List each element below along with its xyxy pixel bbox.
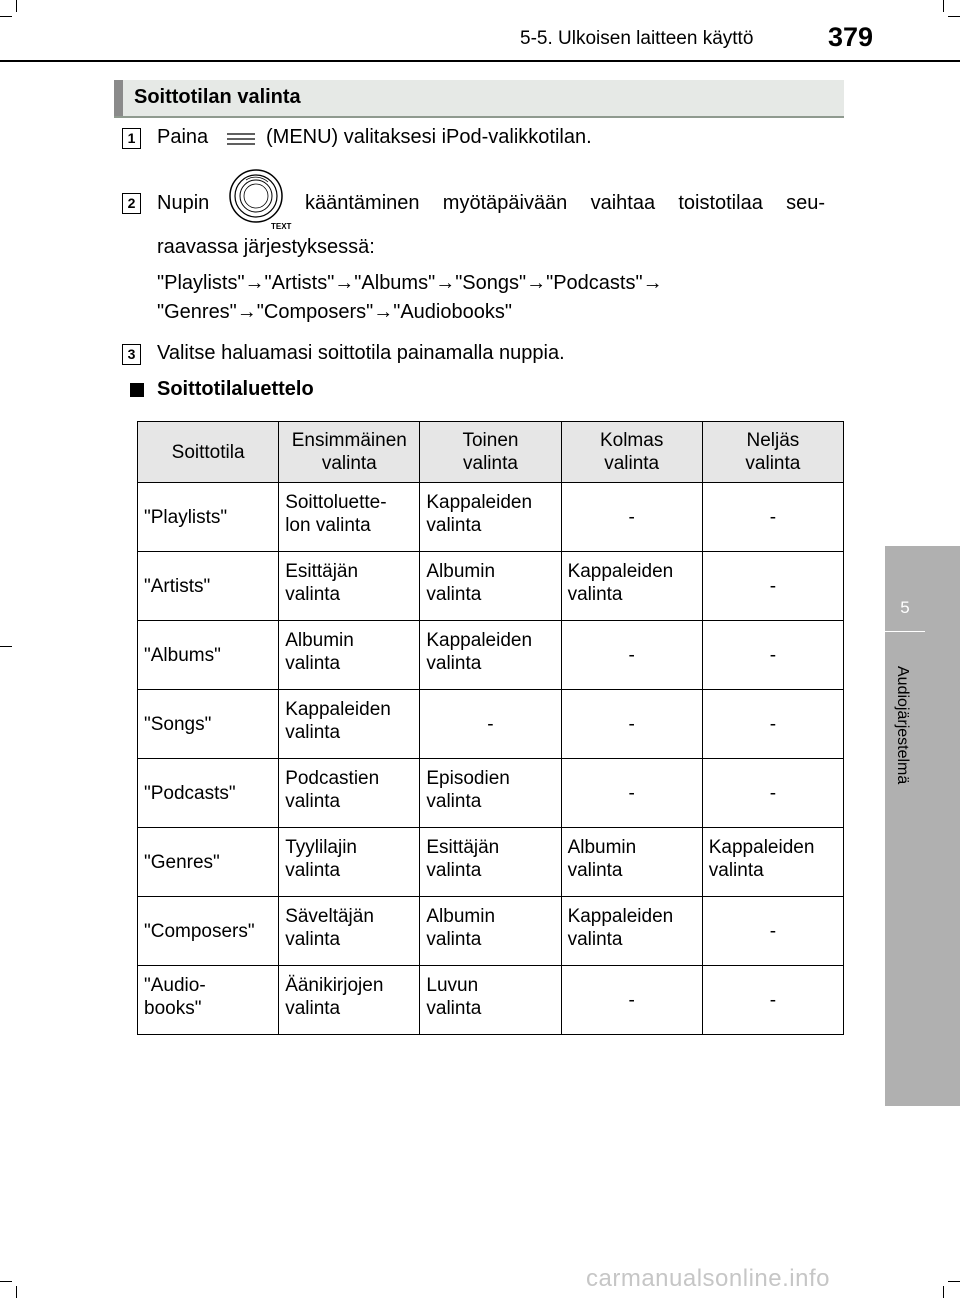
step-2-text-continued: raavassa järjestyksessä: [157, 236, 375, 258]
table-cell: Kappaleiden valinta [279, 690, 420, 759]
step-2-text-start: Nupin [157, 192, 210, 214]
crop-mark [16, 0, 17, 12]
table-row [138, 828, 844, 897]
step-3-text: Valitse haluamasi soittotila painamalla nuppia. [157, 342, 565, 364]
table-header: Soittotila [138, 422, 279, 483]
chapter-tab-divider [885, 631, 925, 632]
table-cell: Podcastien valinta [279, 759, 420, 828]
table-cell: "Genres" [138, 828, 279, 897]
table-cell: Esittäjän valinta [279, 552, 420, 621]
mode-sequence-line-1: "Playlists"→"Artists"→"Albums"→"Songs"→"Podcasts"→ [157, 272, 663, 294]
crop-mark [16, 1286, 17, 1298]
step-number-2: 2 [122, 193, 141, 214]
table-cell: "Composers" [138, 897, 279, 966]
table-cell: - [702, 966, 843, 1035]
table-cell: - [561, 621, 702, 690]
table-cell: - [702, 759, 843, 828]
table-cell: "Audio- books" [138, 966, 279, 1035]
table-cell: Luvun valinta [420, 966, 561, 1035]
table-header: Toinen valinta [420, 422, 561, 483]
crop-mark [948, 1281, 960, 1282]
table-cell: - [702, 552, 843, 621]
table-cell: "Podcasts" [138, 759, 279, 828]
table-cell: Kappaleiden valinta [702, 828, 843, 897]
section-title: 5-5. Ulkoisen laitteen käyttö [520, 28, 754, 49]
table-header: Neljäs valinta [702, 422, 843, 483]
crop-mark [943, 0, 944, 12]
knob-label: TEXT [271, 222, 292, 231]
watermark: carmanualsonline.info [586, 1265, 830, 1292]
page-number: 379 [828, 22, 874, 52]
table-row [138, 966, 844, 1035]
table-header: Ensimmäinen valinta [279, 422, 420, 483]
table-cell: - [561, 690, 702, 759]
heading-accent [114, 80, 123, 116]
tune-knob-icon [228, 168, 292, 232]
crop-mark [948, 16, 960, 17]
section-heading [114, 80, 844, 118]
table-cell: - [561, 483, 702, 552]
table-cell: Esittäjän valinta [420, 828, 561, 897]
chapter-tab [885, 546, 960, 1106]
table-cell: Kappaleiden valinta [561, 552, 702, 621]
section-heading-text: Soittotilan valinta [134, 86, 301, 108]
table-row [138, 897, 844, 966]
mode-list-table [137, 421, 844, 1035]
table-cell: - [702, 690, 843, 759]
crop-mark [0, 16, 12, 17]
chapter-number: 5 [900, 598, 910, 617]
table-header: Kolmas valinta [561, 422, 702, 483]
table-cell: Tyylilajin valinta [279, 828, 420, 897]
table-header-row [138, 422, 844, 483]
table-cell: "Songs" [138, 690, 279, 759]
menu-button-icon [226, 131, 256, 147]
table-cell: - [702, 897, 843, 966]
table-row [138, 552, 844, 621]
step-1-text-end: (MENU) valitaksesi iPod-valikkotilan. [266, 126, 592, 148]
header-rule [0, 60, 960, 62]
step-number-1: 1 [122, 128, 141, 149]
table-cell: Albumin valinta [561, 828, 702, 897]
table-cell: Säveltäjän valinta [279, 897, 420, 966]
table-cell: Albumin valinta [420, 552, 561, 621]
crop-mark [0, 1281, 12, 1282]
table-cell: "Playlists" [138, 483, 279, 552]
table-cell: Episodien valinta [420, 759, 561, 828]
chapter-label: Audiojärjestelmä [894, 666, 911, 785]
table-cell: - [561, 759, 702, 828]
table-cell: Albumin valinta [420, 897, 561, 966]
table-row [138, 483, 844, 552]
step-1-text-start: Paina [157, 126, 209, 148]
table-row [138, 690, 844, 759]
table-cell: Soittoluette- lon valinta [279, 483, 420, 552]
table-cell: - [420, 690, 561, 759]
table-cell: Äänikirjojen valinta [279, 966, 420, 1035]
subheading: Soittotilaluettelo [157, 378, 314, 400]
step-number-3: 3 [122, 344, 141, 365]
table-cell: "Albums" [138, 621, 279, 690]
table-row [138, 621, 844, 690]
step-2-text-end: kääntäminen myötäpäivään vaihtaa toistotilaa seu- [305, 192, 825, 214]
table-row [138, 759, 844, 828]
crop-mark [0, 646, 12, 647]
crop-mark [943, 1286, 944, 1298]
table-cell: Kappaleiden valinta [561, 897, 702, 966]
table-cell: - [702, 483, 843, 552]
table-cell: Kappaleiden valinta [420, 621, 561, 690]
table-cell: Albumin valinta [279, 621, 420, 690]
table-cell: "Artists" [138, 552, 279, 621]
mode-sequence-line-2: "Genres"→"Composers"→"Audiobooks" [157, 301, 512, 323]
table-cell: - [702, 621, 843, 690]
table-cell: Kappaleiden valinta [420, 483, 561, 552]
table-cell: - [561, 966, 702, 1035]
square-bullet-icon [130, 383, 144, 397]
